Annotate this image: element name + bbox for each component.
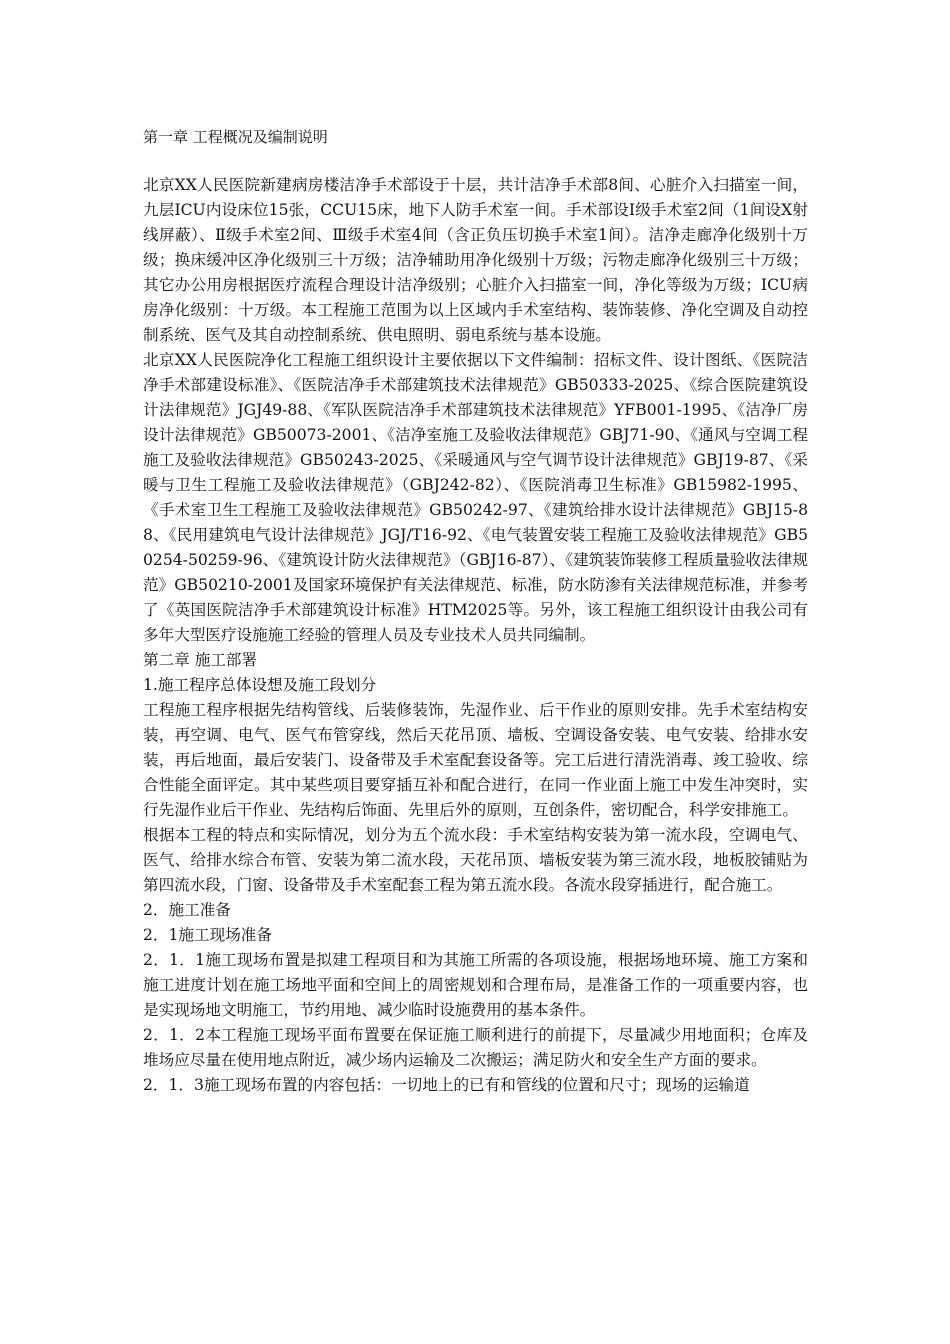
document-body — [143, 173, 808, 1098]
subsection-heading-site-preparation: 2．1施工现场准备 — [143, 926, 272, 944]
paragraph-2-1-2: 2．1．2本工程施工现场平面布置要在保证施工顺利进行的前提下，尽量减少用地面积；仓库及堆场应尽量在使用地点附近，减少场内运输及二次搬运；满足防火和安全生产方面的要求。 — [143, 1026, 808, 1069]
paragraph-2-1-3: 2．1．3施工现场布置的内容包括：一切地上的已有和管线的位置和尺寸；现场的运输道 — [143, 1076, 750, 1094]
chapter-2-title: 第二章 施工部署 — [143, 651, 258, 669]
paragraph-flow-sections: 根据本工程的特点和实际情况，划分为五个流水段：手术室结构安装为第一流水段，空调电气、医气、给排水综合布管、安装为第二流水段，天花吊顶、墙板安装为第三流水段，地板胶铺贴为第四流水段，门窗、设备带及手术室配套工程为第五流水段。各流水段穿插进行，配合施工。 — [143, 826, 808, 894]
paragraph-project-overview: 北京XX人民医院新建病房楼洁净手术部设于十层，共计洁净手术部8间、心脏介入扫描室一间，九层ICU内设床位15张，CCU15床，地下人防手术室一间。手术部设Ⅰ级手术室2间（1间设X射线屏蔽）、Ⅱ级手术室2间、Ⅲ级手术室4间（含正负压切换手术室1间）。洁净走廊净化级别十万级；换床缓冲区净化级别三十万级；洁净辅助用净化级别十万级；污物走廊净化级别三十万级；其它办公用房根据医疗流程合理设计洁净级别；心脏介入扫描室一间，净化等级为万级；ICU病房净化级别：十万级。本工程施工范围为以上区域内手术室结构、装饰装修、净化空调及自动控制系统、医气及其自动控制系统、供电照明、弱电系统与基本设施。 — [143, 176, 808, 344]
section-heading-preparation: 2．施工准备 — [143, 901, 231, 919]
paragraph-design-basis: 北京XX人民医院净化工程施工组织设计主要依据以下文件编制：招标文件、设计图纸、《医院洁净手术部建设标准》、《医院洁净手术部建筑技术法律规范》GB50333-2025、《综合医院建筑设计法律规范》JGJ49-88、《军队医院洁净手术部建筑技术法律规范》YFB001-1995、《洁净厂房设计法律规范》GB50073-2001、《洁净室施工及验收法律规范》GBJ71-90、《通风与空调工程施工及验收法律规范》GB50243-2025、《采暖通风与空气调节设计法律规范》GBJ19-87、《采暖与卫生工程施工及验收法律规范》（GBJ242-82）、《医院消毒卫生标准》GB15982-1995、《手术室卫生工程施工及验收法律规范》GB50242-97、《建筑给排水设计法律规范》GBJ15-88、《民用建筑电气设计法律规范》JGJ/T16-92、《电气装置安装工程施工及验收法律规范》GB50254-50259-96、《建筑设计防火法律规范》（GBJ16-87）、《建筑装饰装修工程质量验收法律规范》GB50210-2001及国家环境保护有关法律规范、标准，防水防渗有关法律规范标准，并参考了《英国医院洁净手术部建筑设计标准》HTM2025等。另外，该工程施工组织设计由我公司有多年大型医疗设施施工经验的管理人员及专业技术人员共同编制。 — [143, 351, 808, 644]
chapter-1-title: 第一章 工程概况及编制说明 — [143, 128, 328, 146]
paragraph-2-1-1: 2．1．1施工现场布置是拟建工程项目和为其施工所需的各项设施，根据场地环境、施工方案和施工进度计划在施工场地平面和空间上的周密规划和合理布局，是准备工作的一项重要内容，也是实现场地文明施工，节约用地、减少临时设施费用的基本条件。 — [143, 951, 808, 1019]
section-heading-construction-sequence: 1.施工程序总体设想及施工段划分 — [143, 676, 377, 694]
paragraph-construction-sequence: 工程施工程序根据先结构管线、后装修装饰，先湿作业、后干作业的原则安排。先手术室结构安装，再空调、电气、医气布管穿线，然后天花吊顶、墙板、空调设备安装、电气安装、给排水安装，再后地面，最后安装门、设备带及手术室配套设备等。完工后进行清洗消毒、竣工验收、综合性能全面评定。其中某些项目要穿插互补和配合进行，在同一作业面上施工中发生冲突时，实行先湿作业后干作业、先结构后饰面、先里后外的原则，互创条件，密切配合，科学安排施工。 — [143, 701, 808, 819]
